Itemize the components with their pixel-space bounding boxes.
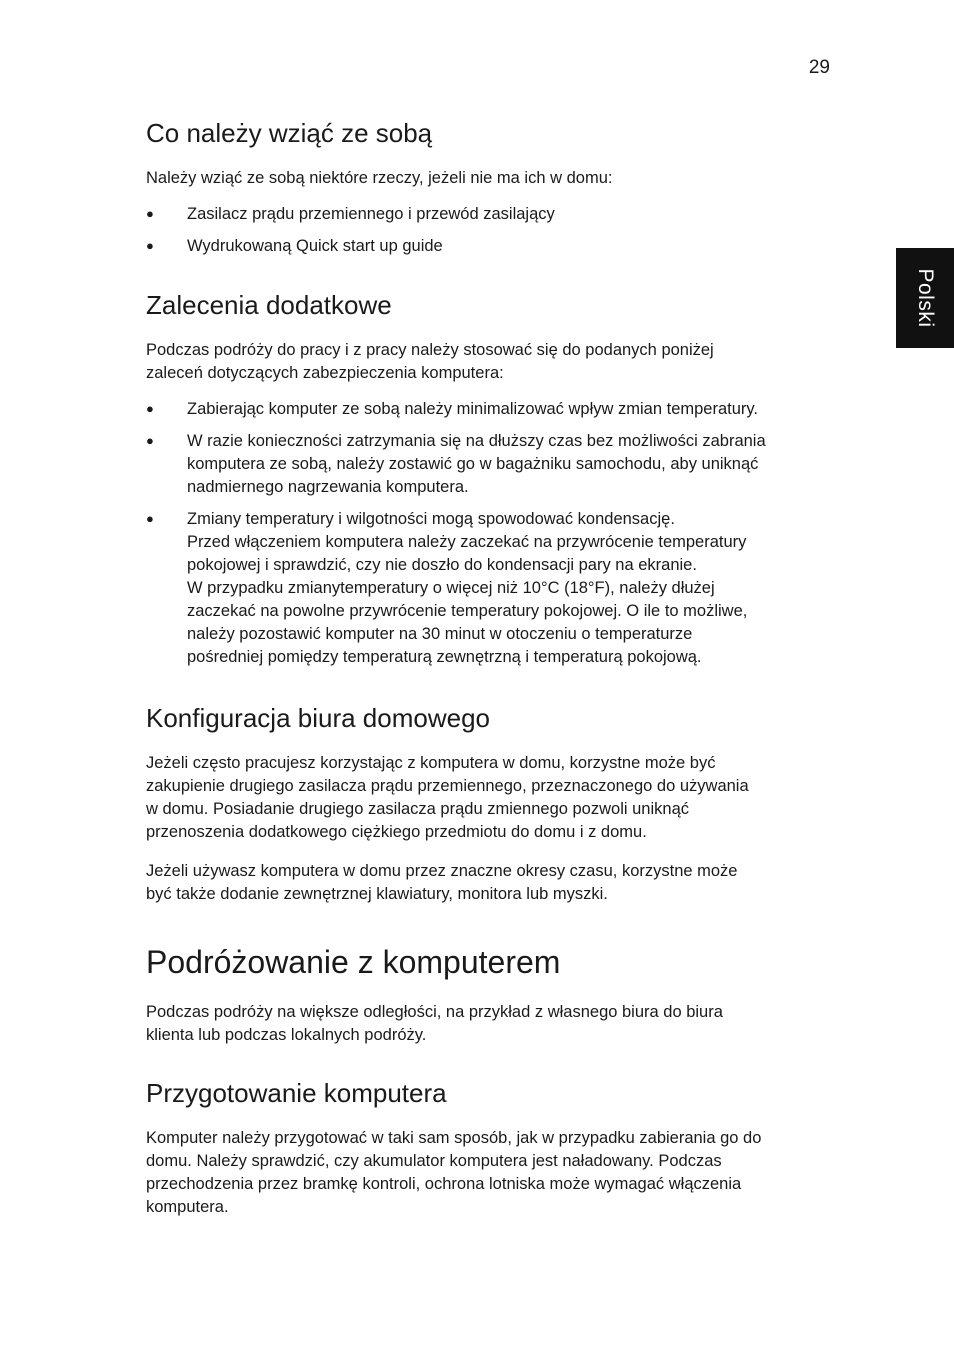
section3-paragraph-1: Jeżeli często pracujesz korzystając z komputera w domu, korzystne może być zakupienie drugiego zasilacza prądu przemiennego, przeznaczonego do używania w domu. Posiadanie drugiego zasilacza prądu zmiennego pozwoli uniknąć przenoszenia dodatkowego ciężkiego przedmiotu do domu i z domu.: [146, 754, 749, 841]
section2-list: [146, 398, 836, 669]
language-tab-label: Polski: [914, 268, 937, 328]
list-item: ● Zmiany temperatury i wilgotności mogą spowodować kondensację. Przed włączeniem komputera należy zaczekać na przywrócenie temperatury pokojowej i sprawdzić, czy nie doszło do kondensacji pary na ekranie. W przypadku zmianytemperatury o więcej niż 10°C (18°F), należy dłużej zaczekać na powolne przywrócenie temperatury pokojowej. O ile to możliwe, należy pozostawić komputer na 30 minut w otoczeniu o temperaturze pośredniej pomiędzy temperaturą zewnętrzną i temperaturą pokojową.: [146, 510, 748, 666]
list-item: ● Zabierając komputer ze sobą należy minimalizować wpływ zmian temperatury.: [146, 400, 758, 418]
page-number: 29: [808, 57, 830, 78]
section3-paragraph-2: Jeżeli używasz komputera w domu przez znaczne okresy czasu, korzystne może być także dodanie zewnętrznej klawiatury, monitora lub myszki.: [146, 862, 738, 903]
chapter-intro: Podczas podróży na większe odległości, na przykład z własnego biura do biura klienta lub podczas lokalnych podróży.: [146, 1003, 723, 1044]
language-tab: [896, 248, 954, 348]
section1-list: [146, 203, 836, 258]
list-item: ● Zasilacz prądu przemiennego i przewód zasilający: [146, 205, 555, 223]
list-item: ● W razie konieczności zatrzymania się na dłuższy czas bez możliwości zabrania komputera ze sobą, należy zostawić go w bagażniku samochodu, aby uniknąć nadmiernego nagrzewania komputera.: [146, 432, 766, 496]
section-title-co-nalezy: Co należy wziąć ze sobą: [146, 118, 433, 148]
bullet-icon: ●: [146, 401, 154, 416]
bullet-icon: ●: [146, 238, 154, 253]
section-title-zalecenia: Zalecenia dodatkowe: [146, 290, 392, 320]
bullet-icon: ●: [146, 433, 154, 448]
section-title-konfiguracja: Konfiguracja biura domowego: [146, 703, 490, 733]
list-item: ● Wydrukowaną Quick start up guide: [146, 237, 443, 255]
section1-intro: Należy wziąć ze sobą niektóre rzeczy, jeżeli nie ma ich w domu:: [146, 169, 613, 187]
section-title-przygotowanie: Przygotowanie komputera: [146, 1078, 447, 1108]
bullet-icon: ●: [146, 511, 154, 526]
section2-intro: Podczas podróży do pracy i z pracy należy stosować się do podanych poniżej zaleceń dotyczących zabezpieczenia komputera:: [146, 341, 714, 382]
chapter-title: Podróżowanie z komputerem: [146, 944, 561, 980]
bullet-icon: ●: [146, 206, 154, 221]
section4-paragraph: Komputer należy przygotować w taki sam sposób, jak w przypadku zabierania go do domu. Należy sprawdzić, czy akumulator komputera jest naładowany. Podczas przechodzenia przez bramkę kontroli, ochrona lotniska może wymagać włączenia komputera.: [146, 1129, 762, 1216]
